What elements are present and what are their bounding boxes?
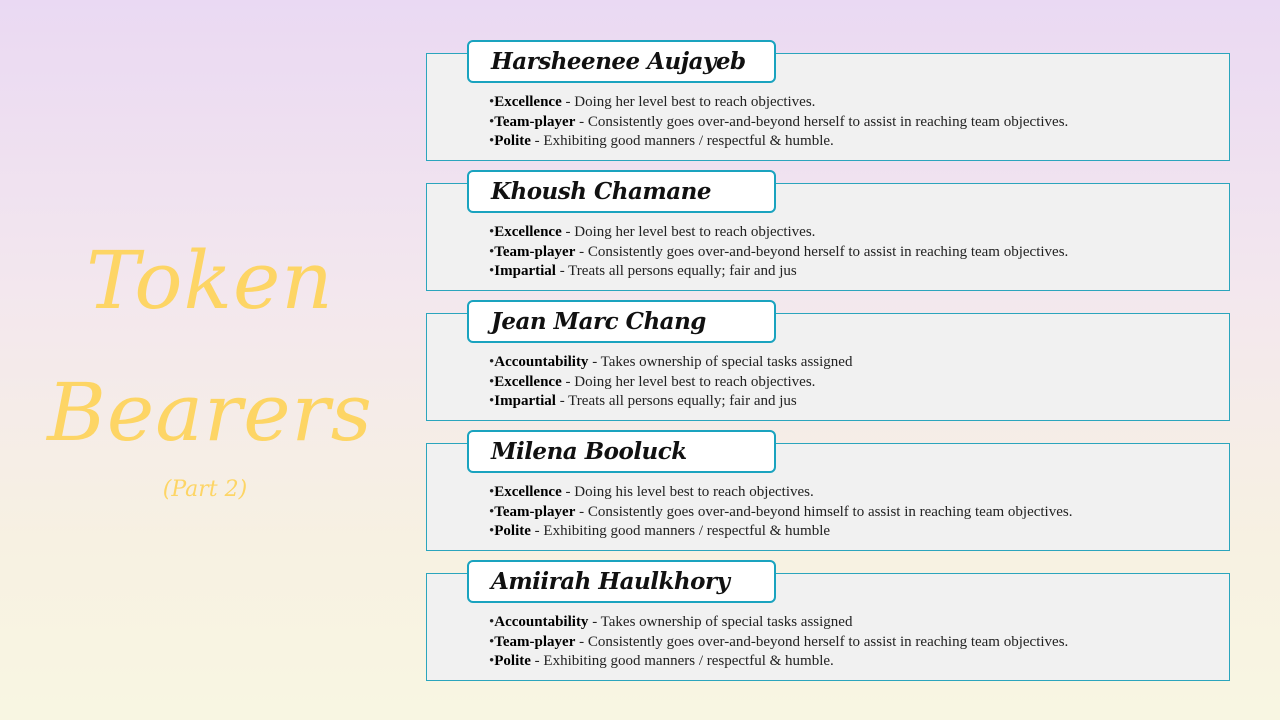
bullet-icon: • xyxy=(489,354,495,370)
trait-description: - Exhibiting good manners / respectful & humble. xyxy=(530,133,834,149)
trait-label: Team-player xyxy=(494,503,576,520)
slide-title xyxy=(40,215,380,502)
trait-item xyxy=(489,243,1068,263)
trait-item xyxy=(489,522,1072,542)
bullet-icon: • xyxy=(489,263,495,279)
trait-description: - Doing her level best to reach objectives. xyxy=(561,373,816,390)
trait-label: Excellence xyxy=(494,373,562,390)
trait-description: - Exhibiting good manners / respectful & humble xyxy=(530,523,831,539)
trait-label: Team-player xyxy=(494,633,576,650)
bearer-name: Jean Marc Chang xyxy=(467,300,776,343)
trait-label: Impartial xyxy=(494,263,556,279)
trait-list xyxy=(489,613,1068,672)
bearer-name: Harsheenee Aujayeb xyxy=(467,40,776,83)
trait-label: Polite xyxy=(494,523,531,539)
bullet-icon: • xyxy=(489,373,495,390)
trait-description: - Doing her level best to reach objectives. xyxy=(561,224,816,240)
trait-item xyxy=(489,262,1068,282)
trait-item xyxy=(489,483,1072,503)
bullet-icon: • xyxy=(489,243,495,260)
bearer-card xyxy=(426,48,1230,161)
trait-label: Excellence xyxy=(494,484,562,500)
trait-description: - Consistently goes over-and-beyond himself to assist in reaching team objectives. xyxy=(575,503,1073,520)
trait-item xyxy=(489,223,1068,243)
bearer-name: Amiirah Haulkhory xyxy=(467,560,776,603)
trait-item xyxy=(489,132,1068,152)
trait-label: Excellence xyxy=(494,94,562,110)
trait-description: - Consistently goes over-and-beyond herself to assist in reaching team objectives. xyxy=(575,633,1069,650)
trait-item xyxy=(489,93,1068,113)
trait-item xyxy=(489,633,1068,653)
trait-description: - Exhibiting good manners / respectful & humble. xyxy=(530,653,834,669)
bearer-card xyxy=(426,438,1230,551)
bullet-icon: • xyxy=(489,224,495,240)
bearer-card xyxy=(426,178,1230,291)
trait-label: Excellence xyxy=(494,224,562,240)
bullet-icon: • xyxy=(489,113,495,130)
bearer-card xyxy=(426,308,1230,421)
trait-item xyxy=(489,353,852,373)
trait-description: - Takes ownership of special tasks assigned xyxy=(588,354,853,370)
bearer-name: Khoush Chamane xyxy=(467,170,776,213)
bullet-icon: • xyxy=(489,503,495,520)
trait-label: Impartial xyxy=(494,393,556,409)
token-bearer-list xyxy=(426,0,1230,720)
trait-description: - Treats all persons equally; fair and jus xyxy=(555,263,797,279)
trait-item xyxy=(489,613,1068,633)
trait-label: Accountability xyxy=(494,614,589,630)
trait-label: Accountability xyxy=(494,354,589,370)
trait-description: - Doing her level best to reach objectives. xyxy=(561,94,816,110)
bullet-icon: • xyxy=(489,484,495,500)
bearer-name: Milena Booluck xyxy=(467,430,776,473)
trait-list xyxy=(489,223,1068,282)
bullet-icon: • xyxy=(489,133,495,149)
trait-description: - Takes ownership of special tasks assigned xyxy=(588,614,853,630)
trait-label: Polite xyxy=(494,653,531,669)
trait-label: Team-player xyxy=(494,113,576,130)
title-line-2: Bearers xyxy=(47,366,373,459)
trait-list xyxy=(489,353,852,412)
bearer-card xyxy=(426,568,1230,681)
trait-list xyxy=(489,93,1068,152)
trait-description: - Doing his level best to reach objectives. xyxy=(561,484,814,500)
bullet-icon: • xyxy=(489,653,495,669)
trait-label: Polite xyxy=(494,133,531,149)
bullet-icon: • xyxy=(489,523,495,539)
trait-description: - Treats all persons equally; fair and jus xyxy=(555,393,797,409)
bullet-icon: • xyxy=(489,94,495,110)
trait-description: - Consistently goes over-and-beyond herself to assist in reaching team objectives. xyxy=(575,113,1069,130)
title-line-1: Token xyxy=(86,234,334,327)
trait-item xyxy=(489,503,1072,523)
trait-label: Team-player xyxy=(494,243,576,260)
trait-item xyxy=(489,652,1068,672)
trait-description: - Consistently goes over-and-beyond herself to assist in reaching team objectives. xyxy=(575,243,1069,260)
trait-item xyxy=(489,392,852,412)
trait-item xyxy=(489,373,852,393)
trait-list xyxy=(489,483,1072,542)
trait-item xyxy=(489,113,1068,133)
title-subtitle: (Part 2) xyxy=(162,477,248,502)
bullet-icon: • xyxy=(489,633,495,650)
bullet-icon: • xyxy=(489,614,495,630)
bullet-icon: • xyxy=(489,393,495,409)
